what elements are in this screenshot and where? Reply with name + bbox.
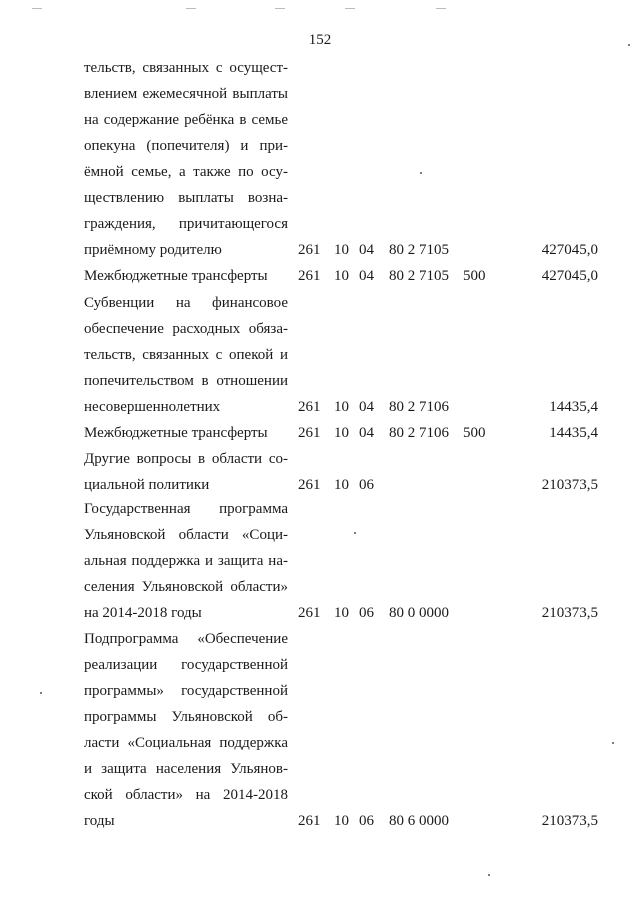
admin-code: 261 [298,813,321,829]
table-row [0,496,640,626]
section-code: 10 [334,242,349,258]
scan-speck [354,532,356,534]
row-label-line: на 2014-2018 годы [84,605,202,621]
scan-speck [628,44,630,46]
scan-mark [436,8,446,9]
expense-type-code: 500 [463,268,486,284]
row-label-line: обеспечение расходных обяза- [84,321,288,337]
row-label-line: Государственная программа [84,501,288,517]
amount: 427045,0 [541,268,598,284]
row-label-line: Другие вопросы в области со- [84,451,288,467]
row-label-line: тельств, связанных с осущест- [84,60,288,76]
row-label-line: программы» государственной [84,683,288,699]
row-label-line: на содержание ребёнка в семье [84,112,288,128]
admin-code: 261 [298,399,321,415]
row-label-line: и защита населения Ульянов- [84,761,288,777]
row-label-line: Субвенции на финансовое [84,295,288,311]
row-label-line: ёмной семье, а также по осу- [84,164,288,180]
row-label-line: ществлению выплаты возна- [84,190,288,206]
row-label-line: реализации государственной [84,657,288,673]
admin-code: 261 [298,425,321,441]
row-label-line: тельств, связанных с опекой и [84,347,288,363]
target-code: 80 0 0000 [389,605,449,621]
admin-code: 261 [298,477,321,493]
section-code: 10 [334,268,349,284]
subsection-code: 06 [359,813,374,829]
row-label-line: циальной политики [84,477,210,493]
row-label-line: альная поддержка и защита на- [84,553,288,569]
row-label-line: Межбюджетные трансферты [84,268,268,284]
row-label-line: программы Ульяновской об- [84,709,288,725]
amount: 210373,5 [541,605,598,621]
section-code: 10 [334,425,349,441]
admin-code: 261 [298,268,321,284]
section-code: 10 [334,477,349,493]
row-label-line: Подпрограмма «Обеспечение [84,631,288,647]
admin-code: 261 [298,242,321,258]
amount: 14435,4 [549,399,598,415]
target-code: 80 2 7106 [389,425,449,441]
expense-type-code: 500 [463,425,486,441]
amount: 14435,4 [549,425,598,441]
row-label-line: Межбюджетные трансферты [84,425,268,441]
row-label-line: ласти «Социальная поддержка [84,735,288,751]
row-label-line: годы [84,813,115,829]
row-label-line: Ульяновской области «Соци- [84,527,288,543]
scan-speck [40,692,42,694]
scan-speck [420,172,422,174]
subsection-code: 04 [359,425,374,441]
subsection-code: 04 [359,399,374,415]
subsection-code: 06 [359,605,374,621]
row-label-line: несовершеннолетних [84,399,221,415]
table-row [0,420,640,446]
scan-mark [186,8,196,9]
row-label-line: приёмному родителю [84,242,222,258]
row-label-line: граждения, причитающегося [84,216,288,232]
scan-mark [345,8,355,9]
table-row [0,263,640,289]
row-label-line: опекуна (попечителя) и при- [84,138,288,154]
scan-mark [32,8,42,9]
subsection-code: 04 [359,242,374,258]
section-code: 10 [334,399,349,415]
subsection-code: 04 [359,268,374,284]
row-label-line: попечительством в отношении [84,373,288,389]
table-row [0,446,640,498]
scan-speck [612,742,614,744]
table-row [0,626,640,834]
target-code: 80 2 7106 [389,399,449,415]
target-code: 80 2 7105 [389,268,449,284]
amount: 427045,0 [541,242,598,258]
subsection-code: 06 [359,477,374,493]
section-code: 10 [334,813,349,829]
page-number: 152 [308,32,332,48]
section-code: 10 [334,605,349,621]
table-row [0,290,640,420]
target-code: 80 6 0000 [389,813,449,829]
amount: 210373,5 [541,813,598,829]
table-row [0,55,640,263]
row-label-line: селения Ульяновской области» [84,579,288,595]
amount: 210373,5 [541,477,598,493]
target-code: 80 2 7105 [389,242,449,258]
row-label-line: ской области» на 2014-2018 [84,787,288,803]
scan-speck [488,874,490,876]
scan-mark [275,8,285,9]
admin-code: 261 [298,605,321,621]
row-label-line: влением ежемесячной выплаты [84,86,288,102]
